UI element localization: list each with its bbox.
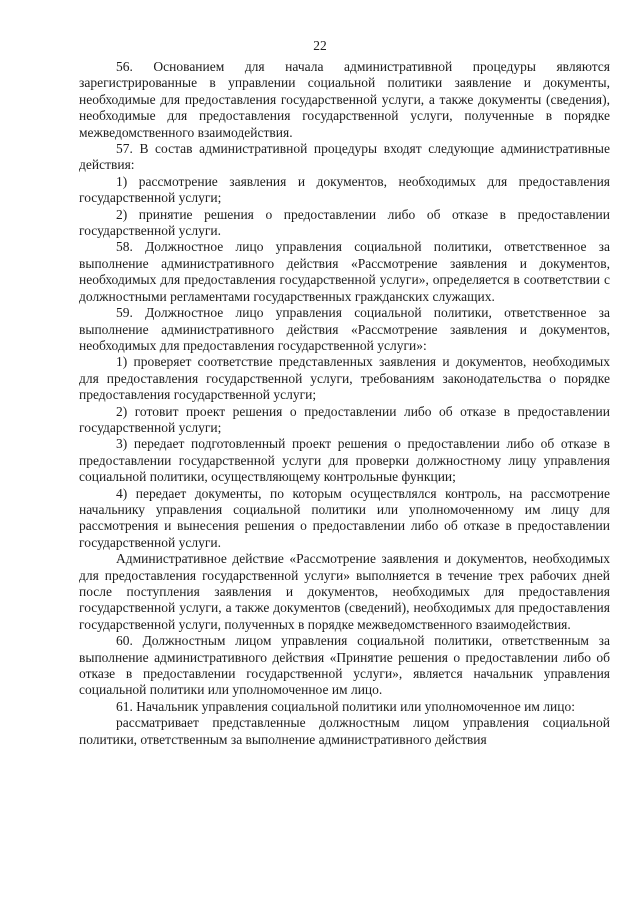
page-number: 22 xyxy=(313,38,327,53)
paragraph-59-item-1: 1) проверяет соответствие представленных заявления и документов, необходимых для предоставления государственной услуги, требованиям законодательства о порядке предоставления государственной услуги; xyxy=(79,354,610,403)
paragraph-action-deadline: Административное действие «Рассмотрение заявления и документов, необходимых для предоставления государственной услуги» выполняется в течение трех рабочих дней после поступления заявления и документов, необходимых для предоставления государственной услуги, а также документов (сведений), необходимых для предоставления государственной услуги, полученных в порядке межведомственного взаимодействия. xyxy=(79,551,610,632)
paragraph-59-item-2: 2) готовит проект решения о предоставлении либо об отказе в предоставлении государственной услуги; xyxy=(79,403,610,435)
paragraph-59-item-4: 4) передает документы, по которым осуществлялся контроль, на рассмотрение начальнику управления социальной политики или уполномоченному им лицу для рассмотрения и вынесения решения о предоставлении либо об отказе в предоставлении государственной услуги. xyxy=(79,485,610,550)
paragraph-57-item-1: 1) рассмотрение заявления и документов, необходимых для предоставления государственной услуги; xyxy=(79,173,610,206)
paragraph-60: 60. Должностным лицом управления социальной политики, ответственным за выполнение административного действия «Принятие решения о предоставлении либо об отказе в предоставлении государственной услуги», является начальник управления социальной политики или уполномоченное им лицо. xyxy=(79,633,610,698)
document-body xyxy=(79,59,610,748)
paragraph-56: 56. Основанием для начала административной процедуры являются зарегистрированные в управлении социальной политики заявление и документы, необходимые для предоставления государственной услуги, а также документы (сведения), необходимые для предоставления государственной услуги, полученные в порядке межведомственного взаимодействия. xyxy=(79,59,610,140)
paragraph-58: 58. Должностное лицо управления социальной политики, ответственное за выполнение административного действия «Рассмотрение заявления и документов, необходимых для предоставления государственной услуги», определяется в соответствии с должностными регламентами государственных гражданских служащих. xyxy=(79,239,610,304)
paragraph-59-item-3: 3) передает подготовленный проект решения о предоставлении либо об отказе в предоставлении государственной услуги для проверки должностному лицу управления социальной политики, осуществляющему контрольные функции; xyxy=(79,436,610,485)
paragraph-57-item-2: 2) принятие решения о предоставлении либо об отказе в предоставлении государственной услуги. xyxy=(79,206,610,239)
paragraph-57: 57. В состав административной процедуры входят следующие административные действия: xyxy=(79,141,610,173)
paragraph-59: 59. Должностное лицо управления социальной политики, ответственное за выполнение административного действия «Рассмотрение заявления и документов, необходимых для предоставления государственной услуги»: xyxy=(79,305,610,353)
paragraph-61: 61. Начальник управления социальной политики или уполномоченное им лицо: xyxy=(116,698,575,714)
paragraph-61-continuation: рассматривает представленные должностным лицом управления социальной политики, ответственным за выполнение административного действия xyxy=(79,715,610,747)
